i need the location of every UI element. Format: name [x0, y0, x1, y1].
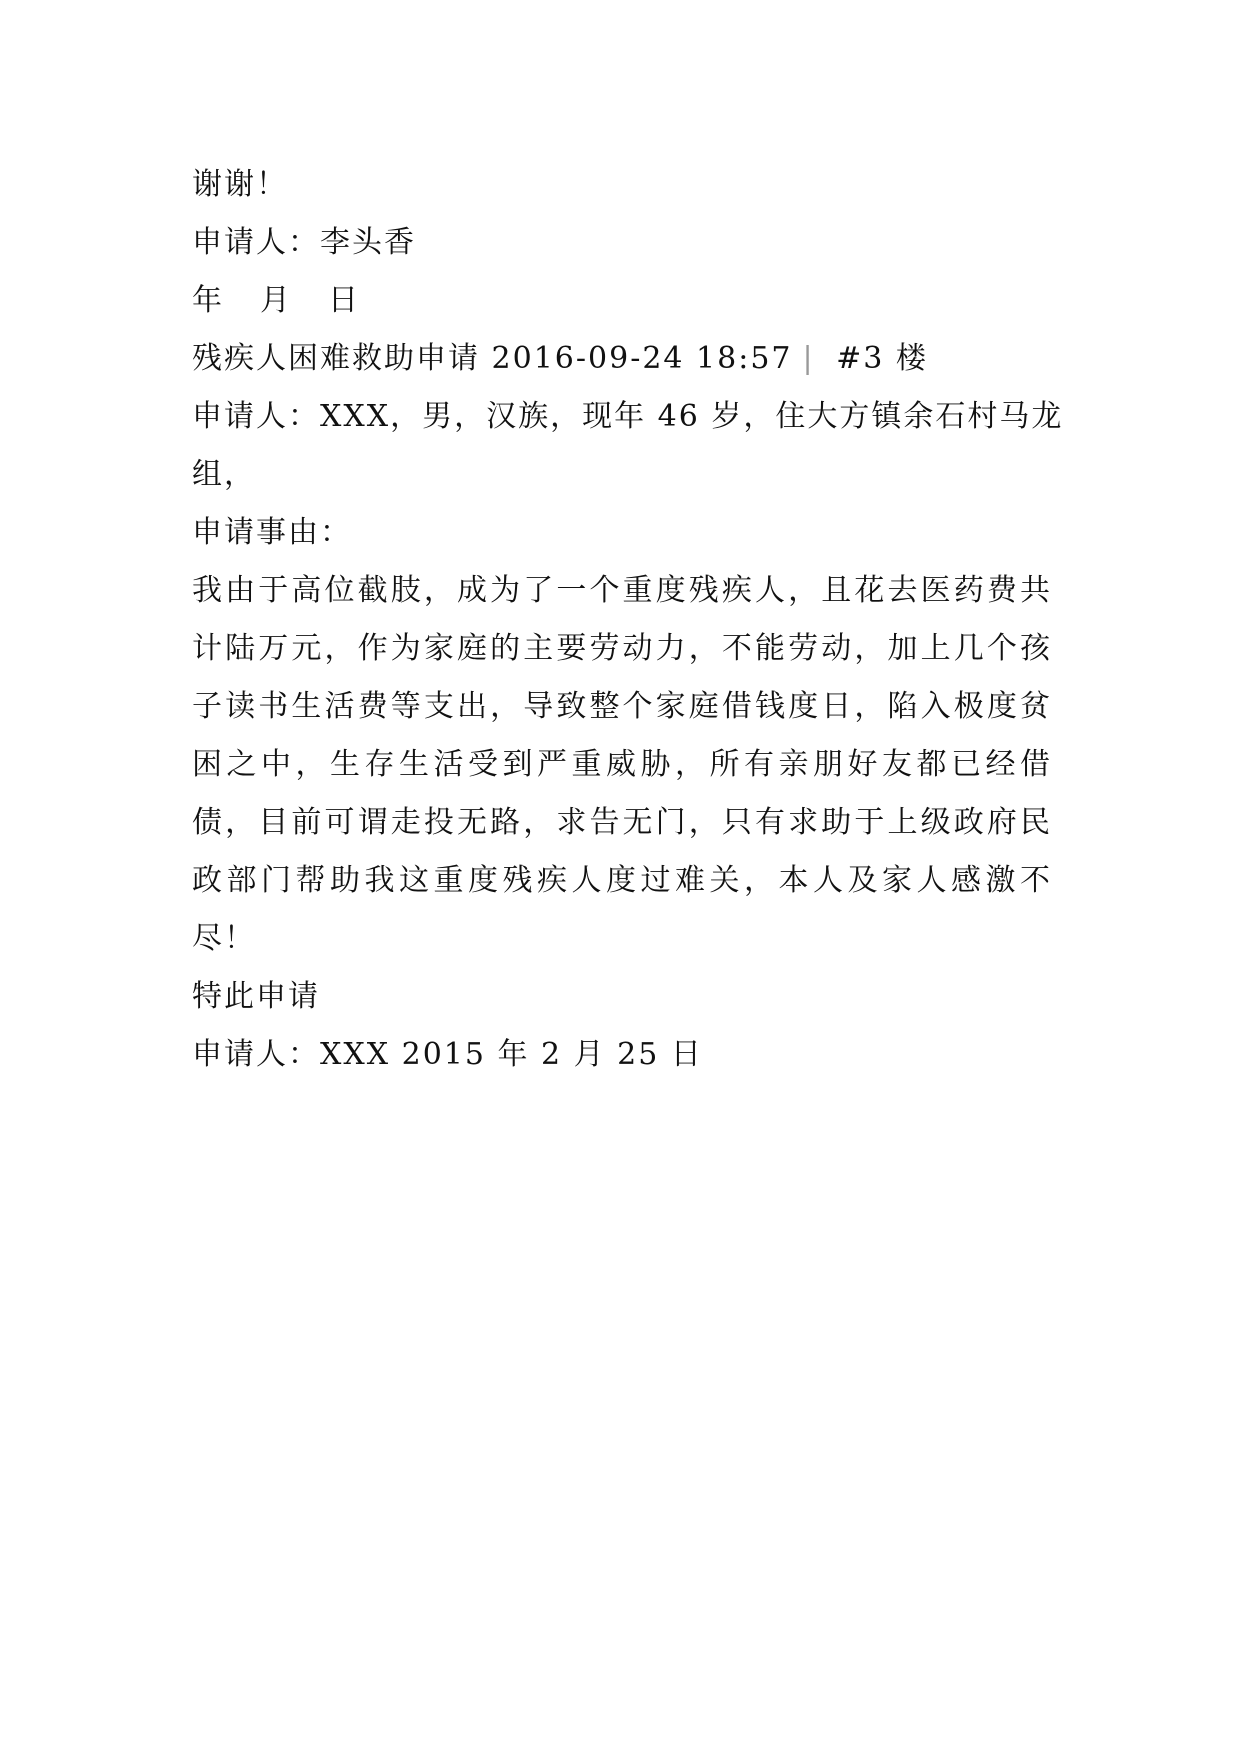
applicant-name-line: 申请人：李头香: [192, 225, 416, 260]
date-blank-line: [192, 272, 1052, 330]
document-body: [192, 156, 1064, 1084]
applicant-info-line: 申请人：XXX，男，汉族，现年 46 岁，住大方镇余石村马龙: [192, 399, 1064, 434]
post-datetime: 2016-09-24 18:57: [491, 341, 793, 376]
date-day: 日: [328, 283, 360, 318]
post-title: 残疾人困难救助申请: [192, 341, 480, 376]
thanks-line: 谢谢！: [192, 167, 288, 202]
reason-label: 申请事由：: [192, 515, 352, 550]
signature-line: 申请人：XXX 2015 年 2 月 25 日: [192, 1037, 703, 1072]
closing-line: 特此申请: [192, 979, 320, 1014]
reason-paragraph: 我由于高位截肢，成为了一个重度残疾人，且花去医药费共计陆万元，作为家庭的主要劳动力，不能劳动，加上几个孩子读书生活费等支出，导致整个家庭借钱度日，陷入极度贫困之中，生存生活受到严重威胁，所有亲朋好友都已经借债，目前可谓走投无路，求告无门，只有求助于上级政府民政部门帮助我这重度残疾人度过难关，本人及家人感激不尽！: [192, 573, 1052, 956]
date-year: 年: [192, 283, 224, 318]
applicant-info-line-continued: 组，: [192, 457, 256, 492]
post-header-line: [192, 330, 1052, 388]
date-month: 月: [260, 283, 292, 318]
post-separator: |: [802, 341, 815, 376]
post-floor: #3 楼: [836, 341, 928, 376]
